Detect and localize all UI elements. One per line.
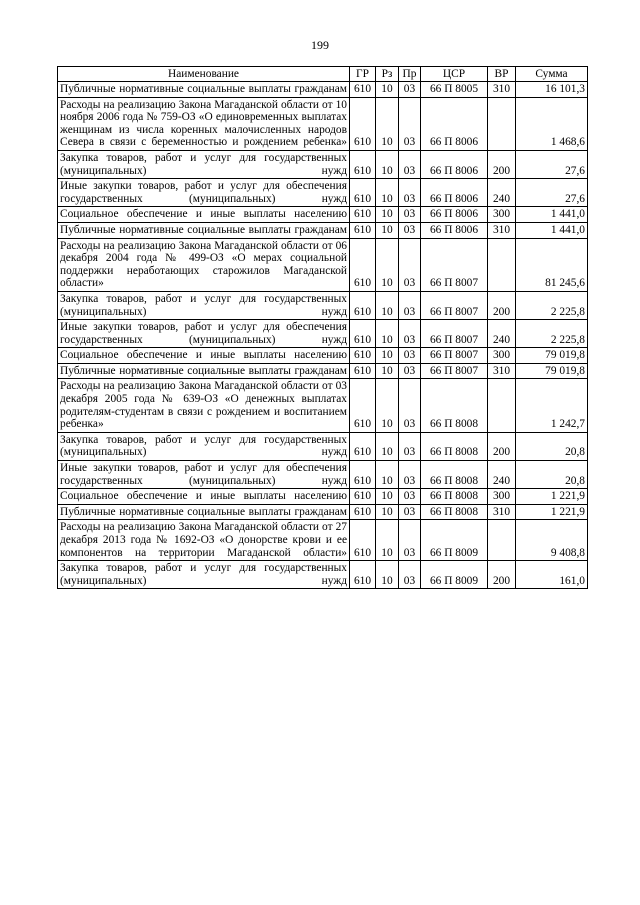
cell-vr: 240 [488, 320, 516, 348]
cell-name: Расходы на реализацию Закона Магаданской области от 27 декабря 2013 года № 1692-ОЗ «О донорстве крови и ее компонентов на территории Магаданской области» [58, 520, 350, 561]
header-pr: Пр [399, 67, 421, 82]
cell-vr: 200 [488, 291, 516, 319]
cell-gr: 610 [350, 432, 376, 460]
cell-gr: 610 [350, 97, 376, 150]
cell-gr: 610 [350, 363, 376, 379]
cell-gr: 610 [350, 238, 376, 291]
cell-csr: 66 П 8006 [421, 150, 488, 178]
cell-sum: 2 225,8 [516, 291, 588, 319]
cell-sum: 1 441,0 [516, 222, 588, 238]
cell-gr: 610 [350, 179, 376, 207]
table-row [58, 379, 588, 432]
cell-name: Закупка товаров, работ и услуг для государственных (муниципальных) нужд [58, 291, 350, 319]
cell-gr: 610 [350, 222, 376, 238]
table-row [58, 520, 588, 561]
cell-rz: 10 [376, 320, 399, 348]
cell-sum: 20,8 [516, 461, 588, 489]
cell-sum: 161,0 [516, 561, 588, 589]
table-row [58, 238, 588, 291]
cell-name: Социальное обеспечение и иные выплаты населению [58, 207, 350, 223]
cell-pr: 03 [399, 97, 421, 150]
header-gr: ГР [350, 67, 376, 82]
table-header-row [58, 67, 588, 82]
cell-pr: 03 [399, 363, 421, 379]
cell-sum: 79 019,8 [516, 363, 588, 379]
cell-name: Закупка товаров, работ и услуг для государственных (муниципальных) нужд [58, 561, 350, 589]
cell-sum: 27,6 [516, 179, 588, 207]
cell-sum: 79 019,8 [516, 348, 588, 364]
cell-sum: 20,8 [516, 432, 588, 460]
cell-sum: 1 221,9 [516, 504, 588, 520]
cell-pr: 03 [399, 320, 421, 348]
cell-rz: 10 [376, 432, 399, 460]
cell-pr: 03 [399, 489, 421, 505]
cell-csr: 66 П 8007 [421, 363, 488, 379]
cell-vr [488, 238, 516, 291]
cell-gr: 610 [350, 348, 376, 364]
cell-rz: 10 [376, 489, 399, 505]
table-row [58, 432, 588, 460]
cell-csr: 66 П 8007 [421, 238, 488, 291]
cell-pr: 03 [399, 379, 421, 432]
table-row [58, 489, 588, 505]
cell-name: Социальное обеспечение и иные выплаты населению [58, 489, 350, 505]
cell-rz: 10 [376, 461, 399, 489]
cell-csr: 66 П 8009 [421, 561, 488, 589]
cell-vr [488, 97, 516, 150]
cell-pr: 03 [399, 520, 421, 561]
table-row [58, 348, 588, 364]
cell-rz: 10 [376, 82, 399, 98]
cell-csr: 66 П 8007 [421, 291, 488, 319]
cell-sum: 1 221,9 [516, 489, 588, 505]
cell-csr: 66 П 8006 [421, 207, 488, 223]
cell-vr: 300 [488, 207, 516, 223]
cell-csr: 66 П 8006 [421, 222, 488, 238]
cell-pr: 03 [399, 504, 421, 520]
cell-vr: 240 [488, 179, 516, 207]
cell-gr: 610 [350, 291, 376, 319]
cell-sum: 2 225,8 [516, 320, 588, 348]
cell-csr: 66 П 8008 [421, 461, 488, 489]
cell-vr: 310 [488, 363, 516, 379]
cell-rz: 10 [376, 561, 399, 589]
cell-name: Расходы на реализацию Закона Магаданской области от 03 декабря 2005 года № 639-ОЗ «О денежных выплатах родителям-студентам в связи с рождением и воспитанием ребенка» [58, 379, 350, 432]
header-rz: Рз [376, 67, 399, 82]
cell-rz: 10 [376, 504, 399, 520]
cell-pr: 03 [399, 82, 421, 98]
cell-name: Иные закупки товаров, работ и услуг для обеспечения государственных (муниципальных) нужд [58, 461, 350, 489]
cell-sum: 1 468,6 [516, 97, 588, 150]
table-row [58, 363, 588, 379]
cell-sum: 27,6 [516, 150, 588, 178]
header-sum: Сумма [516, 67, 588, 82]
cell-rz: 10 [376, 363, 399, 379]
cell-csr: 66 П 8008 [421, 504, 488, 520]
cell-csr: 66 П 8006 [421, 97, 488, 150]
cell-gr: 610 [350, 489, 376, 505]
cell-csr: 66 П 8009 [421, 520, 488, 561]
cell-name: Публичные нормативные социальные выплаты гражданам [58, 504, 350, 520]
table-row [58, 461, 588, 489]
cell-vr [488, 379, 516, 432]
budget-table [57, 66, 588, 589]
cell-rz: 10 [376, 238, 399, 291]
cell-sum: 1 242,7 [516, 379, 588, 432]
cell-vr: 200 [488, 150, 516, 178]
cell-name: Закупка товаров, работ и услуг для государственных (муниципальных) нужд [58, 432, 350, 460]
cell-gr: 610 [350, 461, 376, 489]
cell-gr: 610 [350, 320, 376, 348]
cell-rz: 10 [376, 348, 399, 364]
cell-gr: 610 [350, 150, 376, 178]
cell-gr: 610 [350, 504, 376, 520]
cell-name: Закупка товаров, работ и услуг для государственных (муниципальных) нужд [58, 150, 350, 178]
cell-vr: 300 [488, 348, 516, 364]
cell-pr: 03 [399, 238, 421, 291]
cell-csr: 66 П 8008 [421, 489, 488, 505]
table-row [58, 320, 588, 348]
cell-rz: 10 [376, 207, 399, 223]
cell-vr: 310 [488, 504, 516, 520]
header-csr: ЦСР [421, 67, 488, 82]
cell-name: Иные закупки товаров, работ и услуг для обеспечения государственных (муниципальных) нужд [58, 320, 350, 348]
cell-csr: 66 П 8007 [421, 320, 488, 348]
cell-pr: 03 [399, 461, 421, 489]
cell-sum: 16 101,3 [516, 82, 588, 98]
cell-vr: 310 [488, 222, 516, 238]
cell-pr: 03 [399, 348, 421, 364]
cell-vr: 200 [488, 432, 516, 460]
cell-csr: 66 П 8006 [421, 179, 488, 207]
cell-vr: 240 [488, 461, 516, 489]
cell-gr: 610 [350, 379, 376, 432]
cell-gr: 610 [350, 520, 376, 561]
cell-rz: 10 [376, 179, 399, 207]
cell-rz: 10 [376, 291, 399, 319]
cell-vr: 310 [488, 82, 516, 98]
cell-pr: 03 [399, 432, 421, 460]
cell-rz: 10 [376, 520, 399, 561]
cell-name: Публичные нормативные социальные выплаты гражданам [58, 363, 350, 379]
table-row [58, 179, 588, 207]
cell-rz: 10 [376, 379, 399, 432]
cell-pr: 03 [399, 561, 421, 589]
cell-gr: 610 [350, 207, 376, 223]
table-row [58, 150, 588, 178]
table-row [58, 207, 588, 223]
cell-rz: 10 [376, 222, 399, 238]
table-row [58, 504, 588, 520]
cell-rz: 10 [376, 97, 399, 150]
header-vr: ВР [488, 67, 516, 82]
cell-pr: 03 [399, 291, 421, 319]
table-row [58, 222, 588, 238]
cell-pr: 03 [399, 150, 421, 178]
cell-pr: 03 [399, 179, 421, 207]
table-row [58, 97, 588, 150]
cell-sum: 1 441,0 [516, 207, 588, 223]
cell-gr: 610 [350, 561, 376, 589]
cell-csr: 66 П 8008 [421, 432, 488, 460]
cell-name: Публичные нормативные социальные выплаты гражданам [58, 222, 350, 238]
cell-csr: 66 П 8008 [421, 379, 488, 432]
table-row [58, 561, 588, 589]
cell-vr [488, 520, 516, 561]
cell-sum: 81 245,6 [516, 238, 588, 291]
page-number: 199 [311, 38, 329, 52]
cell-name: Расходы на реализацию Закона Магаданской области от 10 ноября 2006 года № 759-ОЗ «О единовременных выплатах женщинам из числа коренных малочисленных народов Севера в связи с беременностью и рождением ребенка» [58, 97, 350, 150]
cell-vr: 300 [488, 489, 516, 505]
table-row [58, 82, 588, 98]
cell-sum: 9 408,8 [516, 520, 588, 561]
cell-name: Расходы на реализацию Закона Магаданской области от 06 декабря 2004 года № 499-ОЗ «О мерах социальной поддержки неработающих старожилов Магаданской области» [58, 238, 350, 291]
header-name: Наименование [58, 67, 350, 82]
table-row [58, 291, 588, 319]
cell-name: Иные закупки товаров, работ и услуг для обеспечения государственных (муниципальных) нужд [58, 179, 350, 207]
cell-name: Публичные нормативные социальные выплаты гражданам [58, 82, 350, 98]
cell-gr: 610 [350, 82, 376, 98]
cell-rz: 10 [376, 150, 399, 178]
cell-csr: 66 П 8007 [421, 348, 488, 364]
cell-vr: 200 [488, 561, 516, 589]
cell-pr: 03 [399, 222, 421, 238]
cell-csr: 66 П 8005 [421, 82, 488, 98]
cell-name: Социальное обеспечение и иные выплаты населению [58, 348, 350, 364]
cell-pr: 03 [399, 207, 421, 223]
